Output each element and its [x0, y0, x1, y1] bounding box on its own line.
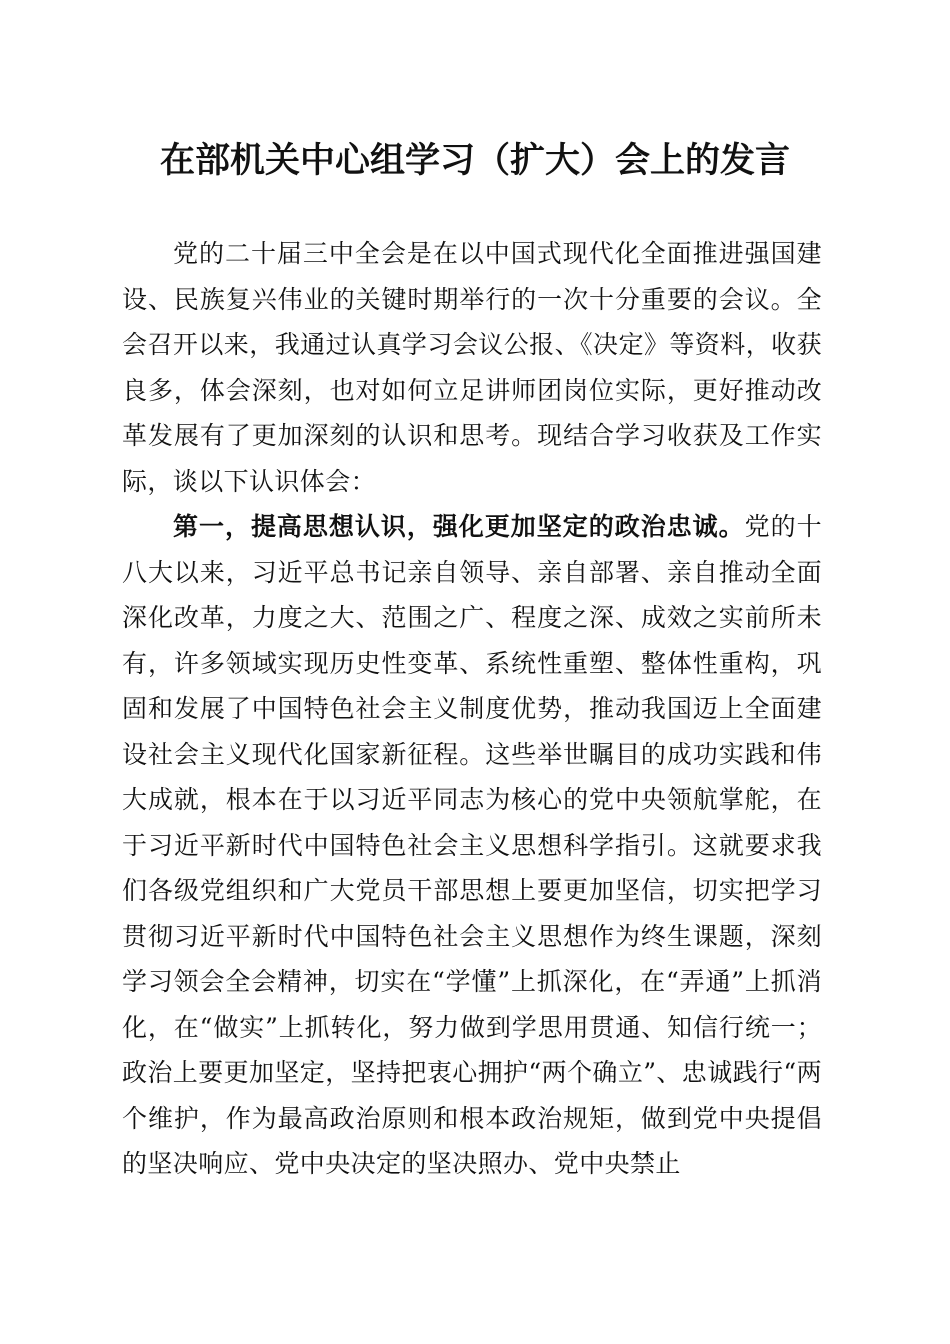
paragraph-intro — [122, 231, 822, 504]
document-body — [122, 231, 822, 1187]
paragraph-text: 党的二十届三中全会是在以中国式现代化全面推进强国建设、民族复兴伟业的关键时期举行的一次十分重要的会议。全会召开以来，我通过认真学习会议公报、《决定》等资料，收获良多，体会深刻，也对如何立足讲师团岗位实际，更好推动改革发展有了更加深刻的认识和思考。现结合学习收获及工作实际，谈以下认识体会： — [122, 239, 822, 496]
paragraph-text: 党的十八大以来，习近平总书记亲自领导、亲自部署、亲自推动全面深化改革，力度之大、范围之广、程度之深、成效之实前所未有，许多领域实现历史性变革、系统性重塑、整体性重构，巩固和发展了中国特色社会主义制度优势，推动我国迈上全面建设社会主义现代化国家新征程。这些举世瞩目的成功实践和伟大成就，根本在于以习近平同志为核心的党中央领航掌舵，在于习近平新时代中国特色社会主义思想科学指引。这就要求我们各级党组织和广大党员干部思想上要更加坚信，切实把学习贯彻习近平新时代中国特色社会主义思想作为终生课题，深刻学习领会全会精神，切实在“学懂”上抓深化，在“弄通”上抓消化，在“做实”上抓转化，努力做到学思用贯通、知信行统一；政治上要更加坚定，坚持把衷心拥护“两个确立”、忠诚践行“两个维护，作为最高政治原则和根本政治规矩，做到党中央提倡的坚决响应、党中央决定的坚决照办、党中央禁止 — [122, 512, 822, 1178]
document-title: 在部机关中心组学习（扩大）会上的发言 — [159, 140, 790, 181]
paragraph-first-point — [122, 504, 822, 1187]
paragraph-heading: 第一，提高思想认识，强化更加坚定的政治忠诚。 — [173, 512, 745, 541]
